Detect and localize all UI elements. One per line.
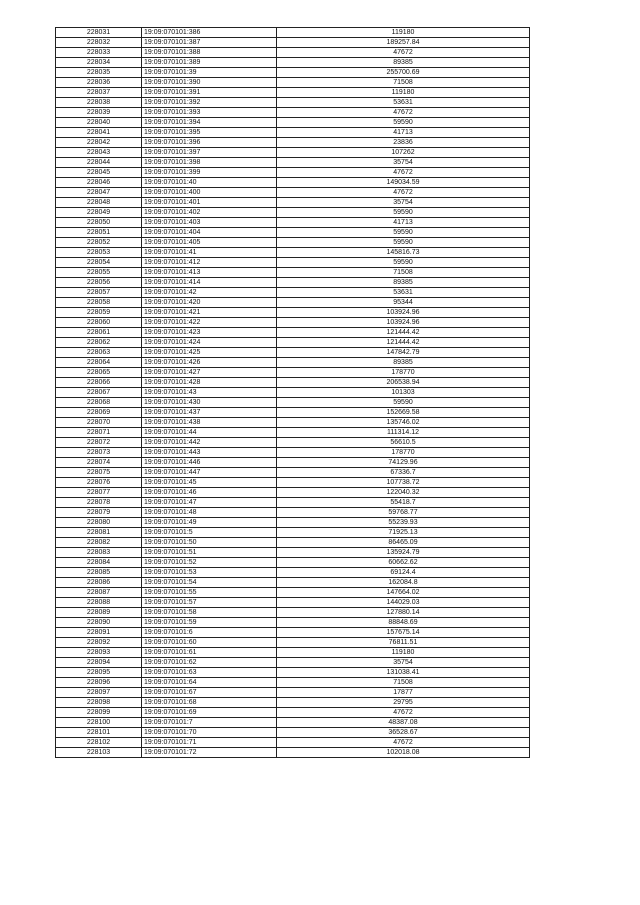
row-id-cell: 228072	[56, 438, 142, 448]
row-id-cell: 228096	[56, 678, 142, 688]
table-row	[56, 428, 530, 438]
value-cell: 147664.02	[277, 588, 530, 598]
table-row	[56, 398, 530, 408]
table-row	[56, 28, 530, 38]
table-row	[56, 288, 530, 298]
cadastral-number-cell: 19:09:070101:430	[142, 398, 277, 408]
row-id-cell: 228038	[56, 98, 142, 108]
value-cell: 36528.67	[277, 728, 530, 738]
row-id-cell: 228097	[56, 688, 142, 698]
row-id-cell: 228061	[56, 328, 142, 338]
value-cell: 17877	[277, 688, 530, 698]
table-row	[56, 718, 530, 728]
value-cell: 122040.32	[277, 488, 530, 498]
value-cell: 69124.4	[277, 568, 530, 578]
cadastral-number-cell: 19:09:070101:401	[142, 198, 277, 208]
row-id-cell: 228098	[56, 698, 142, 708]
value-cell: 59768.77	[277, 508, 530, 518]
value-cell: 59590	[277, 228, 530, 238]
cadastral-number-cell: 19:09:070101:388	[142, 48, 277, 58]
value-cell: 135924.79	[277, 548, 530, 558]
data-table	[55, 27, 530, 758]
cadastral-number-cell: 19:09:070101:67	[142, 688, 277, 698]
value-cell: 53631	[277, 288, 530, 298]
row-id-cell: 228048	[56, 198, 142, 208]
cadastral-number-cell: 19:09:070101:438	[142, 418, 277, 428]
value-cell: 29795	[277, 698, 530, 708]
row-id-cell: 228043	[56, 148, 142, 158]
table-row	[56, 148, 530, 158]
cadastral-number-cell: 19:09:070101:437	[142, 408, 277, 418]
cadastral-number-cell: 19:09:070101:422	[142, 318, 277, 328]
table-row	[56, 208, 530, 218]
cadastral-number-cell: 19:09:070101:413	[142, 268, 277, 278]
table-row	[56, 138, 530, 148]
table-row	[56, 688, 530, 698]
value-cell: 35754	[277, 158, 530, 168]
table-row	[56, 608, 530, 618]
cadastral-number-cell: 19:09:070101:414	[142, 278, 277, 288]
row-id-cell: 228064	[56, 358, 142, 368]
value-cell: 53631	[277, 98, 530, 108]
value-cell: 121444.42	[277, 338, 530, 348]
row-id-cell: 228078	[56, 498, 142, 508]
value-cell: 119180	[277, 648, 530, 658]
row-id-cell: 228042	[56, 138, 142, 148]
row-id-cell: 228101	[56, 728, 142, 738]
row-id-cell: 228032	[56, 38, 142, 48]
value-cell: 60662.62	[277, 558, 530, 568]
table-row	[56, 158, 530, 168]
row-id-cell: 228083	[56, 548, 142, 558]
cadastral-number-cell: 19:09:070101:392	[142, 98, 277, 108]
cadastral-number-cell: 19:09:070101:391	[142, 88, 277, 98]
row-id-cell: 228074	[56, 458, 142, 468]
row-id-cell: 228068	[56, 398, 142, 408]
row-id-cell: 228095	[56, 668, 142, 678]
value-cell: 71508	[277, 268, 530, 278]
row-id-cell: 228085	[56, 568, 142, 578]
value-cell: 59590	[277, 118, 530, 128]
table-row	[56, 308, 530, 318]
value-cell: 47672	[277, 188, 530, 198]
cadastral-number-cell: 19:09:070101:72	[142, 748, 277, 758]
table-row	[56, 58, 530, 68]
value-cell: 111314.12	[277, 428, 530, 438]
row-id-cell: 228037	[56, 88, 142, 98]
table-row	[56, 218, 530, 228]
row-id-cell: 228075	[56, 468, 142, 478]
cadastral-number-cell: 19:09:070101:443	[142, 448, 277, 458]
cadastral-number-cell: 19:09:070101:69	[142, 708, 277, 718]
table-row	[56, 118, 530, 128]
cadastral-number-cell: 19:09:070101:420	[142, 298, 277, 308]
table-row	[56, 748, 530, 758]
row-id-cell: 228087	[56, 588, 142, 598]
value-cell: 145816.73	[277, 248, 530, 258]
row-id-cell: 228050	[56, 218, 142, 228]
row-id-cell: 228079	[56, 508, 142, 518]
table-row	[56, 558, 530, 568]
cadastral-number-cell: 19:09:070101:46	[142, 488, 277, 498]
value-cell: 135746.02	[277, 418, 530, 428]
table-row	[56, 368, 530, 378]
table-row	[56, 638, 530, 648]
row-id-cell: 228046	[56, 178, 142, 188]
value-cell: 41713	[277, 128, 530, 138]
value-cell: 71508	[277, 78, 530, 88]
cadastral-number-cell: 19:09:070101:398	[142, 158, 277, 168]
table-row	[56, 458, 530, 468]
cadastral-number-cell: 19:09:070101:63	[142, 668, 277, 678]
row-id-cell: 228093	[56, 648, 142, 658]
cadastral-number-cell: 19:09:070101:393	[142, 108, 277, 118]
table-body	[56, 28, 530, 758]
value-cell: 23836	[277, 138, 530, 148]
row-id-cell: 228053	[56, 248, 142, 258]
table-row	[56, 48, 530, 58]
row-id-cell: 228058	[56, 298, 142, 308]
value-cell: 74129.96	[277, 458, 530, 468]
row-id-cell: 228076	[56, 478, 142, 488]
table-row	[56, 338, 530, 348]
cadastral-number-cell: 19:09:070101:47	[142, 498, 277, 508]
cadastral-number-cell: 19:09:070101:395	[142, 128, 277, 138]
row-id-cell: 228062	[56, 338, 142, 348]
value-cell: 71925.13	[277, 528, 530, 538]
cadastral-number-cell: 19:09:070101:397	[142, 148, 277, 158]
cadastral-number-cell: 19:09:070101:61	[142, 648, 277, 658]
value-cell: 56610.5	[277, 438, 530, 448]
cadastral-number-cell: 19:09:070101:57	[142, 598, 277, 608]
cadastral-number-cell: 19:09:070101:412	[142, 258, 277, 268]
row-id-cell: 228049	[56, 208, 142, 218]
cadastral-number-cell: 19:09:070101:43	[142, 388, 277, 398]
row-id-cell: 228057	[56, 288, 142, 298]
table-row	[56, 318, 530, 328]
value-cell: 147842.79	[277, 348, 530, 358]
table-row	[56, 348, 530, 358]
table-row	[56, 438, 530, 448]
cadastral-number-cell: 19:09:070101:62	[142, 658, 277, 668]
value-cell: 101303	[277, 388, 530, 398]
table-row	[56, 538, 530, 548]
row-id-cell: 228060	[56, 318, 142, 328]
value-cell: 76811.51	[277, 638, 530, 648]
row-id-cell: 228035	[56, 68, 142, 78]
row-id-cell: 228069	[56, 408, 142, 418]
row-id-cell: 228066	[56, 378, 142, 388]
row-id-cell: 228100	[56, 718, 142, 728]
cadastral-number-cell: 19:09:070101:42	[142, 288, 277, 298]
row-id-cell: 228052	[56, 238, 142, 248]
table-row	[56, 528, 530, 538]
cadastral-number-cell: 19:09:070101:39	[142, 68, 277, 78]
row-id-cell: 228059	[56, 308, 142, 318]
cadastral-number-cell: 19:09:070101:59	[142, 618, 277, 628]
cadastral-number-cell: 19:09:070101:447	[142, 468, 277, 478]
value-cell: 103924.96	[277, 308, 530, 318]
table-row	[56, 188, 530, 198]
table-row	[56, 228, 530, 238]
value-cell: 119180	[277, 28, 530, 38]
table-row	[56, 328, 530, 338]
table-row	[56, 508, 530, 518]
value-cell: 144029.03	[277, 598, 530, 608]
value-cell: 47672	[277, 738, 530, 748]
row-id-cell: 228054	[56, 258, 142, 268]
table-row	[56, 168, 530, 178]
table-row	[56, 128, 530, 138]
table-row	[56, 708, 530, 718]
value-cell: 88848.69	[277, 618, 530, 628]
row-id-cell: 228073	[56, 448, 142, 458]
cadastral-number-cell: 19:09:070101:442	[142, 438, 277, 448]
value-cell: 107262	[277, 148, 530, 158]
row-id-cell: 228033	[56, 48, 142, 58]
table-row	[56, 418, 530, 428]
cadastral-number-cell: 19:09:070101:386	[142, 28, 277, 38]
value-cell: 67336.7	[277, 468, 530, 478]
value-cell: 55418.7	[277, 498, 530, 508]
row-id-cell: 228045	[56, 168, 142, 178]
row-id-cell: 228071	[56, 428, 142, 438]
value-cell: 131038.41	[277, 668, 530, 678]
value-cell: 178770	[277, 448, 530, 458]
table-row	[56, 358, 530, 368]
cadastral-number-cell: 19:09:070101:55	[142, 588, 277, 598]
cadastral-number-cell: 19:09:070101:428	[142, 378, 277, 388]
table-row	[56, 248, 530, 258]
value-cell: 103924.96	[277, 318, 530, 328]
table-row	[56, 198, 530, 208]
cadastral-number-cell: 19:09:070101:64	[142, 678, 277, 688]
value-cell: 95344	[277, 298, 530, 308]
row-id-cell: 228084	[56, 558, 142, 568]
row-id-cell: 228089	[56, 608, 142, 618]
cadastral-number-cell: 19:09:070101:48	[142, 508, 277, 518]
cadastral-number-cell: 19:09:070101:6	[142, 628, 277, 638]
row-id-cell: 228090	[56, 618, 142, 628]
cadastral-number-cell: 19:09:070101:60	[142, 638, 277, 648]
value-cell: 41713	[277, 218, 530, 228]
table-row	[56, 68, 530, 78]
row-id-cell: 228036	[56, 78, 142, 88]
cadastral-number-cell: 19:09:070101:71	[142, 738, 277, 748]
cadastral-number-cell: 19:09:070101:403	[142, 218, 277, 228]
value-cell: 162084.8	[277, 578, 530, 588]
cadastral-number-cell: 19:09:070101:54	[142, 578, 277, 588]
value-cell: 48387.08	[277, 718, 530, 728]
table-row	[56, 728, 530, 738]
cadastral-number-cell: 19:09:070101:387	[142, 38, 277, 48]
table-row	[56, 678, 530, 688]
cadastral-number-cell: 19:09:070101:70	[142, 728, 277, 738]
table-row	[56, 648, 530, 658]
cadastral-number-cell: 19:09:070101:40	[142, 178, 277, 188]
value-cell: 149034.59	[277, 178, 530, 188]
row-id-cell: 228091	[56, 628, 142, 638]
table-row	[56, 578, 530, 588]
cadastral-number-cell: 19:09:070101:7	[142, 718, 277, 728]
value-cell: 157675.14	[277, 628, 530, 638]
row-id-cell: 228040	[56, 118, 142, 128]
row-id-cell: 228077	[56, 488, 142, 498]
table-row	[56, 518, 530, 528]
table-row	[56, 298, 530, 308]
table-row	[56, 488, 530, 498]
table-row	[56, 278, 530, 288]
table-row	[56, 738, 530, 748]
cadastral-number-cell: 19:09:070101:50	[142, 538, 277, 548]
row-id-cell: 228067	[56, 388, 142, 398]
cadastral-number-cell: 19:09:070101:41	[142, 248, 277, 258]
cadastral-number-cell: 19:09:070101:58	[142, 608, 277, 618]
value-cell: 152669.58	[277, 408, 530, 418]
value-cell: 255700.69	[277, 68, 530, 78]
cadastral-number-cell: 19:09:070101:402	[142, 208, 277, 218]
cadastral-number-cell: 19:09:070101:389	[142, 58, 277, 68]
cadastral-number-cell: 19:09:070101:396	[142, 138, 277, 148]
row-id-cell: 228031	[56, 28, 142, 38]
table-row	[56, 388, 530, 398]
value-cell: 47672	[277, 48, 530, 58]
row-id-cell: 228088	[56, 598, 142, 608]
table-row	[56, 498, 530, 508]
value-cell: 59590	[277, 238, 530, 248]
value-cell: 59590	[277, 398, 530, 408]
cadastral-number-cell: 19:09:070101:45	[142, 478, 277, 488]
cadastral-number-cell: 19:09:070101:390	[142, 78, 277, 88]
value-cell: 178770	[277, 368, 530, 378]
cadastral-number-cell: 19:09:070101:426	[142, 358, 277, 368]
table-row	[56, 568, 530, 578]
row-id-cell: 228103	[56, 748, 142, 758]
cadastral-number-cell: 19:09:070101:425	[142, 348, 277, 358]
row-id-cell: 228082	[56, 538, 142, 548]
row-id-cell: 228065	[56, 368, 142, 378]
value-cell: 59590	[277, 208, 530, 218]
value-cell: 89385	[277, 358, 530, 368]
value-cell: 86465.09	[277, 538, 530, 548]
cadastral-number-cell: 19:09:070101:424	[142, 338, 277, 348]
cadastral-number-cell: 19:09:070101:51	[142, 548, 277, 558]
value-cell: 89385	[277, 278, 530, 288]
row-id-cell: 228063	[56, 348, 142, 358]
value-cell: 35754	[277, 198, 530, 208]
value-cell: 206538.94	[277, 378, 530, 388]
value-cell: 55239.93	[277, 518, 530, 528]
value-cell: 71508	[277, 678, 530, 688]
value-cell: 107738.72	[277, 478, 530, 488]
table-row	[56, 598, 530, 608]
value-cell: 59590	[277, 258, 530, 268]
cadastral-number-cell: 19:09:070101:5	[142, 528, 277, 538]
table-row	[56, 658, 530, 668]
table-row	[56, 548, 530, 558]
row-id-cell: 228051	[56, 228, 142, 238]
cadastral-number-cell: 19:09:070101:404	[142, 228, 277, 238]
cadastral-number-cell: 19:09:070101:399	[142, 168, 277, 178]
table-row	[56, 478, 530, 488]
cadastral-number-cell: 19:09:070101:44	[142, 428, 277, 438]
value-cell: 121444.42	[277, 328, 530, 338]
row-id-cell: 228092	[56, 638, 142, 648]
value-cell: 119180	[277, 88, 530, 98]
row-id-cell: 228034	[56, 58, 142, 68]
cadastral-number-cell: 19:09:070101:394	[142, 118, 277, 128]
table-row	[56, 408, 530, 418]
cadastral-number-cell: 19:09:070101:423	[142, 328, 277, 338]
table-row	[56, 588, 530, 598]
row-id-cell: 228070	[56, 418, 142, 428]
cadastral-number-cell: 19:09:070101:446	[142, 458, 277, 468]
table-row	[56, 378, 530, 388]
row-id-cell: 228081	[56, 528, 142, 538]
table-row	[56, 618, 530, 628]
value-cell: 102018.08	[277, 748, 530, 758]
table-row	[56, 668, 530, 678]
row-id-cell: 228047	[56, 188, 142, 198]
row-id-cell: 228099	[56, 708, 142, 718]
row-id-cell: 228039	[56, 108, 142, 118]
row-id-cell: 228044	[56, 158, 142, 168]
cadastral-number-cell: 19:09:070101:53	[142, 568, 277, 578]
table-row	[56, 268, 530, 278]
row-id-cell: 228080	[56, 518, 142, 528]
table-row	[56, 88, 530, 98]
cadastral-number-cell: 19:09:070101:68	[142, 698, 277, 708]
row-id-cell: 228086	[56, 578, 142, 588]
row-id-cell: 228055	[56, 268, 142, 278]
table-row	[56, 698, 530, 708]
table-row	[56, 238, 530, 248]
table-row	[56, 98, 530, 108]
value-cell: 189257.84	[277, 38, 530, 48]
table-row	[56, 108, 530, 118]
cadastral-number-cell: 19:09:070101:400	[142, 188, 277, 198]
value-cell: 47672	[277, 708, 530, 718]
cadastral-number-cell: 19:09:070101:49	[142, 518, 277, 528]
cadastral-number-cell: 19:09:070101:52	[142, 558, 277, 568]
cadastral-number-cell: 19:09:070101:405	[142, 238, 277, 248]
row-id-cell: 228102	[56, 738, 142, 748]
row-id-cell: 228094	[56, 658, 142, 668]
row-id-cell: 228056	[56, 278, 142, 288]
table-row	[56, 448, 530, 458]
value-cell: 35754	[277, 658, 530, 668]
row-id-cell: 228041	[56, 128, 142, 138]
table-row	[56, 78, 530, 88]
value-cell: 47672	[277, 108, 530, 118]
table-row	[56, 178, 530, 188]
table-row	[56, 258, 530, 268]
table-row	[56, 628, 530, 638]
value-cell: 127880.14	[277, 608, 530, 618]
table-row	[56, 38, 530, 48]
value-cell: 47672	[277, 168, 530, 178]
value-cell: 89385	[277, 58, 530, 68]
cadastral-number-cell: 19:09:070101:421	[142, 308, 277, 318]
table-row	[56, 468, 530, 478]
cadastral-number-cell: 19:09:070101:427	[142, 368, 277, 378]
